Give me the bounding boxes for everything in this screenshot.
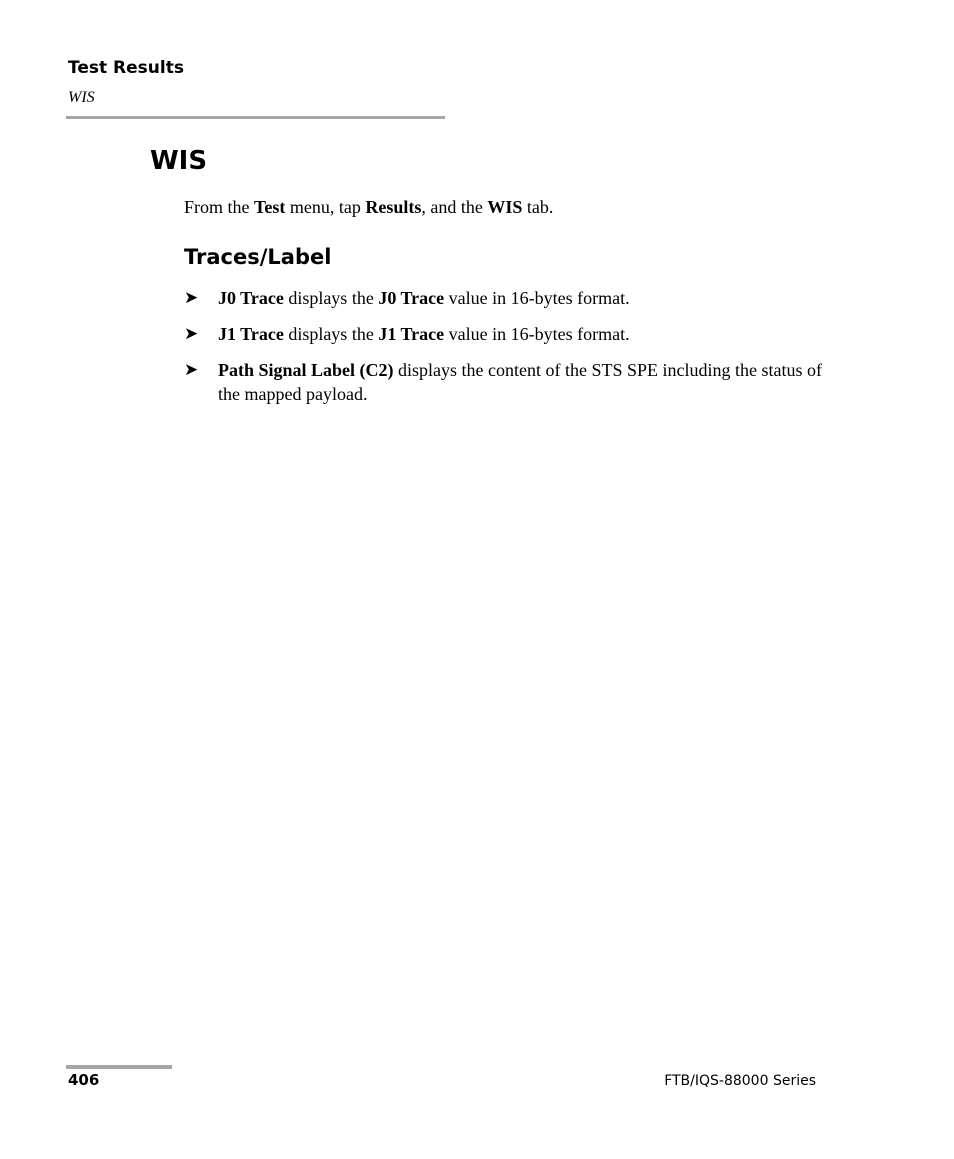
bullet-term: J0 Trace	[218, 288, 284, 308]
arrow-bullet-icon: ➤	[184, 360, 199, 379]
arrow-bullet-icon: ➤	[184, 288, 199, 307]
list-item	[184, 286, 824, 310]
bullet-text: displays the content of the STS SPE including the status of the mapped payload.	[218, 360, 822, 404]
bullet-text: value in 16-bytes format.	[444, 324, 630, 344]
intro-button-name: Results	[365, 197, 422, 217]
intro-paragraph	[184, 195, 553, 219]
page-number: 406	[68, 1071, 100, 1089]
intro-text: menu, tap	[285, 197, 366, 217]
bullet-text: value in 16-bytes format.	[444, 288, 630, 308]
list-item	[184, 358, 824, 406]
intro-text: tab.	[522, 197, 554, 217]
bullet-text: displays the	[283, 324, 379, 344]
intro-text: , and the	[421, 197, 488, 217]
page-title: WIS	[150, 146, 208, 176]
section-heading-traces-label: Traces/Label	[184, 245, 332, 269]
product-series: FTB/IQS-88000 Series	[664, 1073, 816, 1089]
arrow-bullet-icon: ➤	[184, 324, 199, 343]
header-divider	[66, 116, 445, 119]
footer-divider	[66, 1065, 172, 1069]
bullet-term: J1 Trace	[378, 324, 445, 344]
list-item	[184, 322, 824, 346]
running-header-subsection: WIS	[68, 89, 95, 106]
running-header-section: Test Results	[68, 58, 184, 78]
bullet-term: J1 Trace	[218, 324, 284, 344]
bullet-text: displays the	[283, 288, 379, 308]
intro-menu-name: Test	[254, 197, 286, 217]
intro-text: From the	[184, 197, 254, 217]
intro-tab-name: WIS	[487, 197, 523, 217]
bullet-term: J0 Trace	[378, 288, 445, 308]
bullet-term: Path Signal Label (C2)	[218, 360, 394, 380]
bullet-list	[184, 286, 824, 418]
